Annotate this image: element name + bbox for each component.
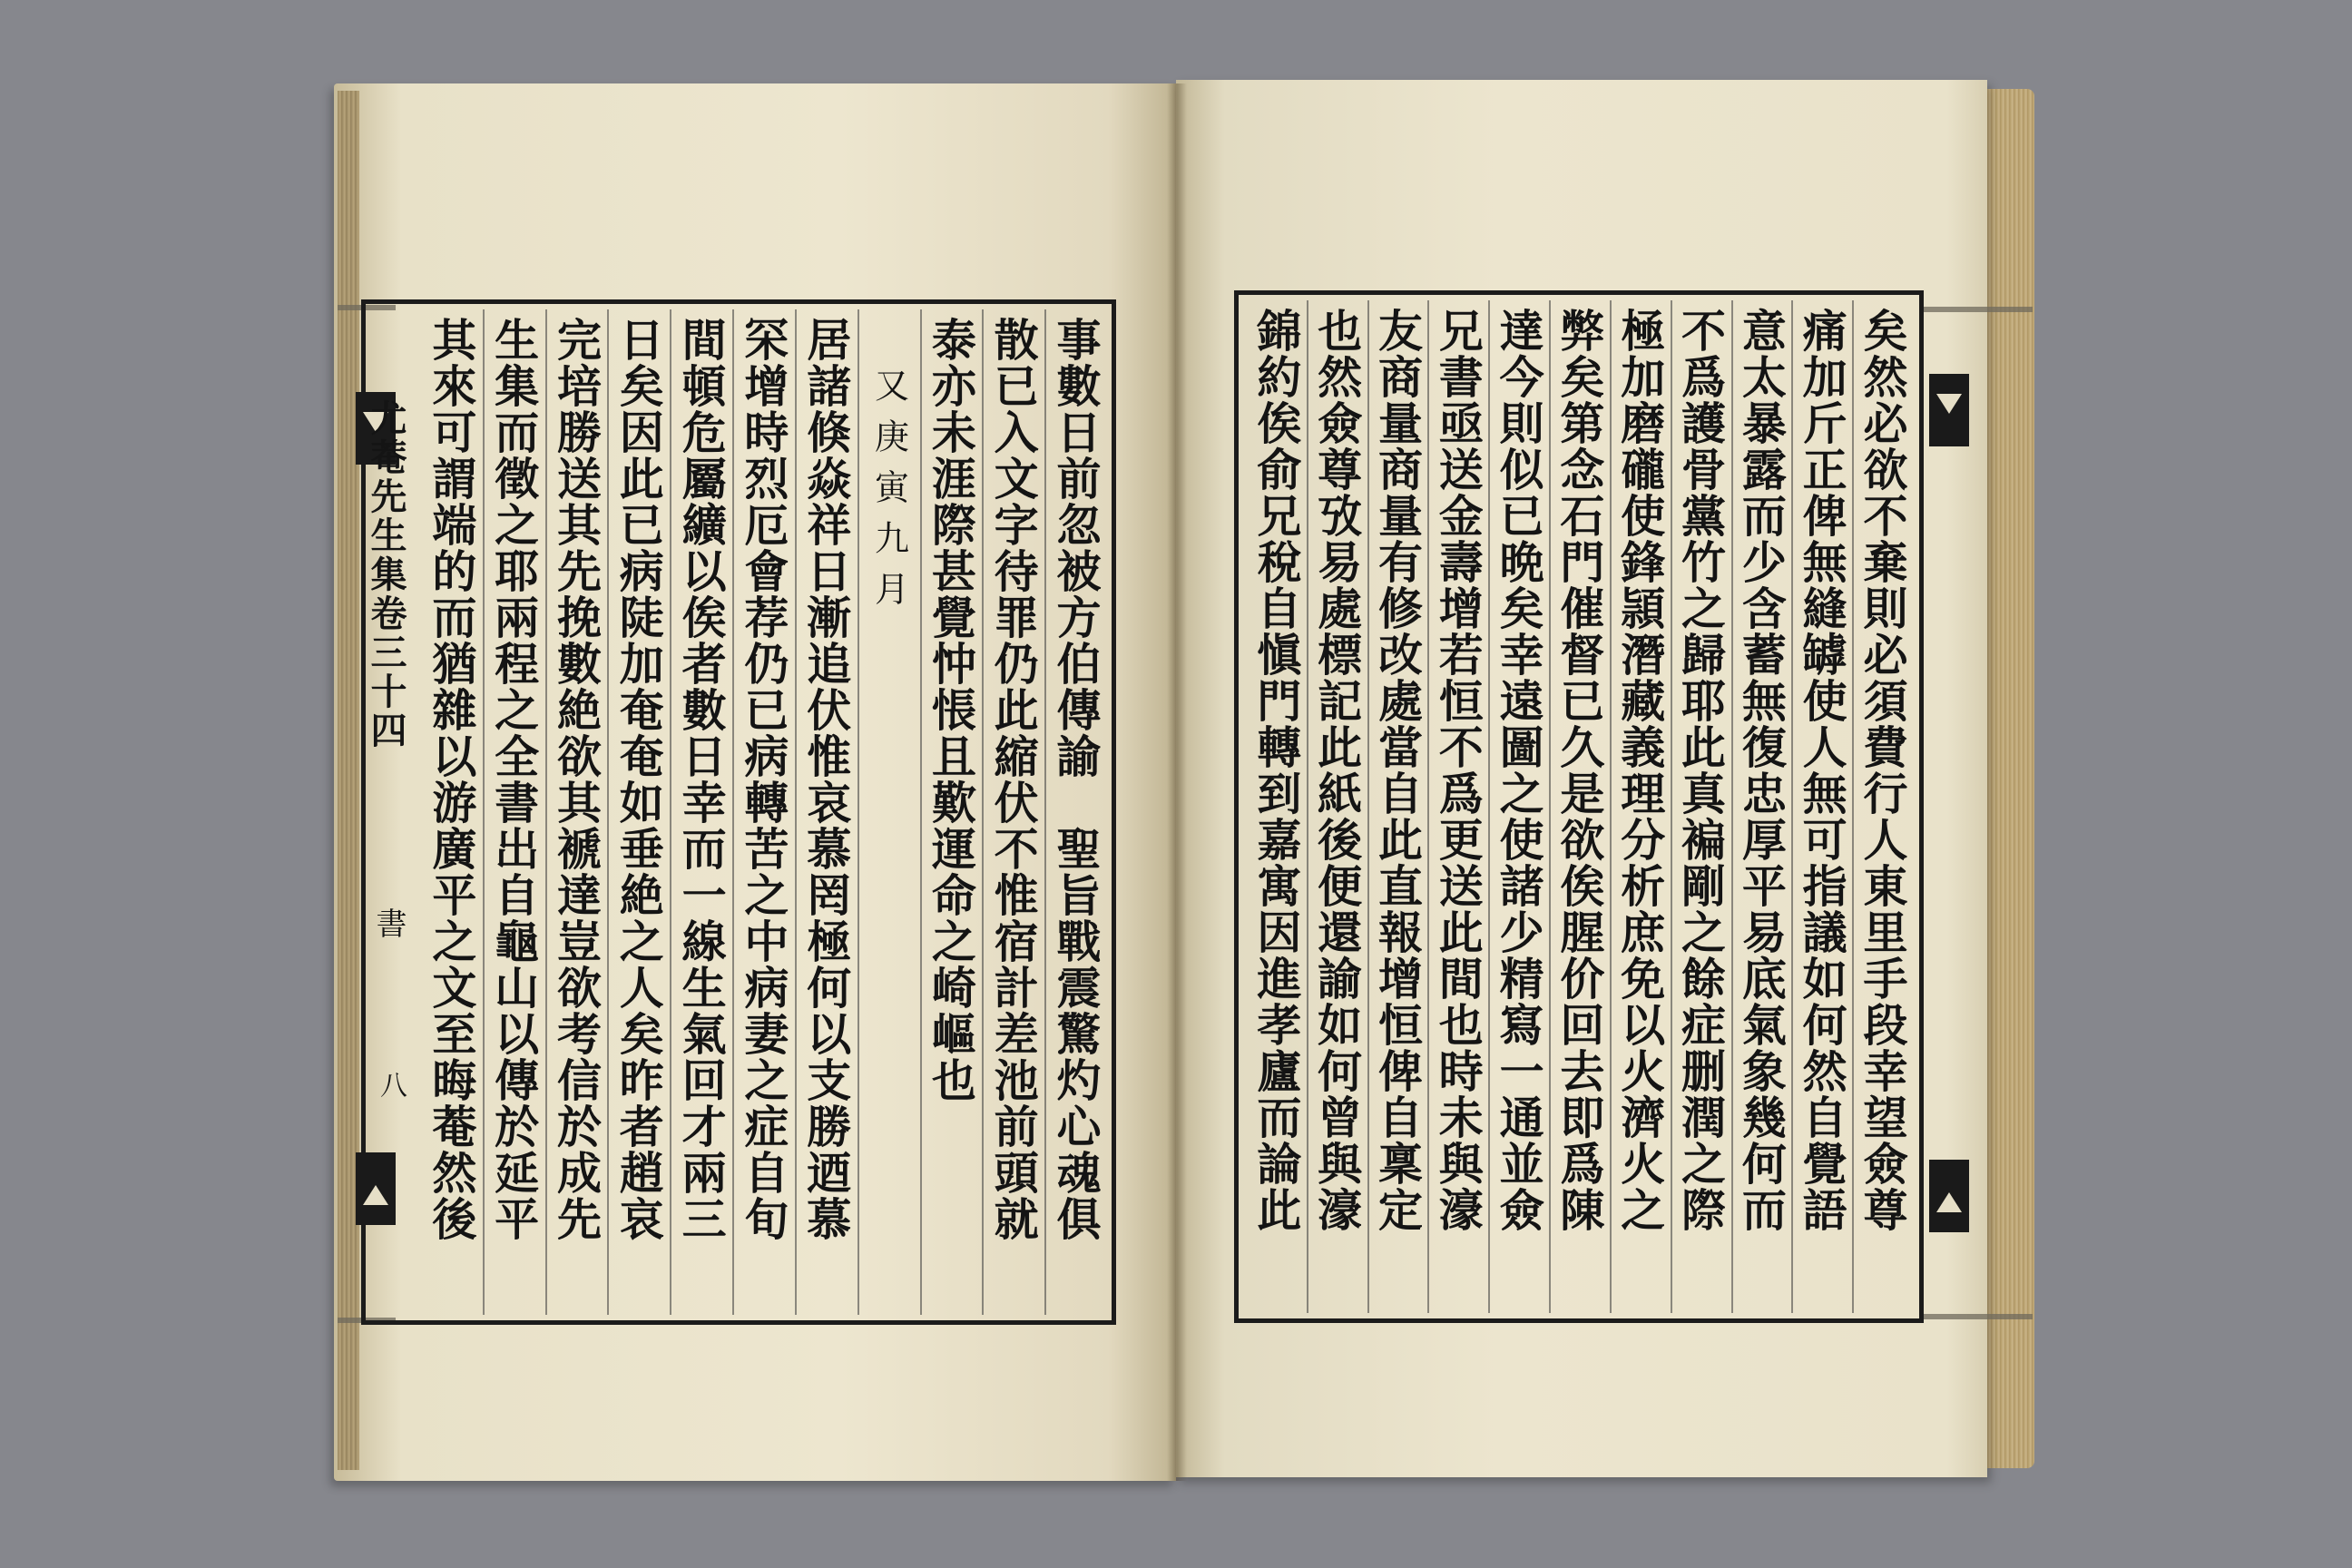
column-rule [1427, 300, 1429, 1313]
column-rule [1549, 300, 1551, 1313]
text-column: 痛加斤正俾無縫罅使人無可指議如何然自覺語 [1796, 308, 1849, 1233]
book-gutter [1167, 83, 1187, 1481]
column-rule [483, 309, 485, 1315]
fishtail-marker-icon [1929, 1160, 1969, 1232]
right-book-edge [1987, 89, 2034, 1468]
fishtail-marker-icon [1929, 374, 1969, 446]
text-column: 其來可謂端的而猶雜以游廣平之文至晦菴然後 [425, 317, 478, 1242]
text-column: 居諸倏焱祥日漸追伏惟哀慕罔極何以支勝迺慕 [799, 317, 853, 1242]
column-rule [1731, 300, 1733, 1313]
column-rule [858, 309, 859, 1315]
text-column: 罙增時烈厄會荐仍已病轉苦之中病妻之症自旬 [737, 317, 790, 1242]
text-column: 錦約俟俞兄稅自愼門轉到嘉寓因進孝廬而論此 [1250, 308, 1303, 1233]
column-rule [920, 309, 922, 1315]
text-column: 完培勝送其先挽數絶欲其褫達豈欲考信於成先 [550, 317, 603, 1242]
column-rule [545, 309, 547, 1315]
column-rule [1610, 300, 1612, 1313]
text-column: 兄書亟送金壽增若恒不爲更送此間也時未與濠 [1432, 308, 1485, 1233]
text-column: 不爲護骨黨竹之歸耶此真褊剛之餘症删潤之際 [1674, 308, 1728, 1233]
column-rule [1791, 300, 1793, 1313]
text-column: 泰亦未涯際甚覺忡悵且歎運命之崎嶇也 [925, 317, 978, 1103]
column-rule [1852, 300, 1854, 1313]
column-rule [732, 309, 734, 1315]
column-rule [1044, 309, 1046, 1315]
book-title: 尤菴先生集卷三十四 [365, 399, 407, 750]
binding-thread [1924, 1314, 2033, 1319]
text-column: 間頓危屬纊以俟者數日幸而一線生氣回才兩三 [675, 317, 729, 1242]
text-column: 生集而徵之耶兩程之全書出自龜山以傳於延平 [487, 317, 541, 1242]
column-rule [795, 309, 797, 1315]
column-rule [1671, 300, 1672, 1313]
text-column: 矣然必欲不棄則必須費行人東里手段幸望僉尊 [1856, 308, 1909, 1233]
text-column: 友商量商量有修改處當自此直報增恒俾自稟定 [1371, 308, 1425, 1233]
text-column: 極加磨礲使鋒頴潛藏義理分析庶免以火濟火之 [1613, 308, 1667, 1233]
column-rule [1307, 300, 1308, 1313]
center-column [358, 399, 411, 1198]
text-column: 弊矣第念石門催督已久是欲俟腥价回去即爲陳 [1553, 308, 1606, 1233]
column-rule [607, 309, 609, 1315]
binding-thread [1924, 307, 2033, 312]
text-column: 意太暴露而少含蓄無復忠厚平易底氣象幾何而 [1735, 308, 1788, 1233]
column-rule [1488, 300, 1490, 1313]
left-book-edge [338, 91, 359, 1470]
text-column: 日矣因此已病陡加奄奄如垂絶之人矣昨者趙哀 [612, 317, 666, 1242]
text-column: 事數日前忽被方伯傳諭 聖旨戰震驚灼心魂俱 [1049, 317, 1102, 1242]
column-rule [670, 309, 671, 1315]
section-label: 書 [370, 907, 407, 941]
column-rule [982, 309, 984, 1315]
text-column: 又庚寅九月 [868, 368, 909, 622]
text-column: 散已入文字待罪仍此縮伏不惟宿計差池前頭就 [987, 317, 1041, 1242]
text-column: 也然僉尊攷易處標記此紙後便還諭如何曾與濠 [1310, 308, 1364, 1233]
column-rule [1367, 300, 1369, 1313]
text-column: 達今則似已晩矣幸遠圖之使諸少精寫一通並僉 [1493, 308, 1546, 1233]
page-number: 八 [375, 1071, 407, 1101]
